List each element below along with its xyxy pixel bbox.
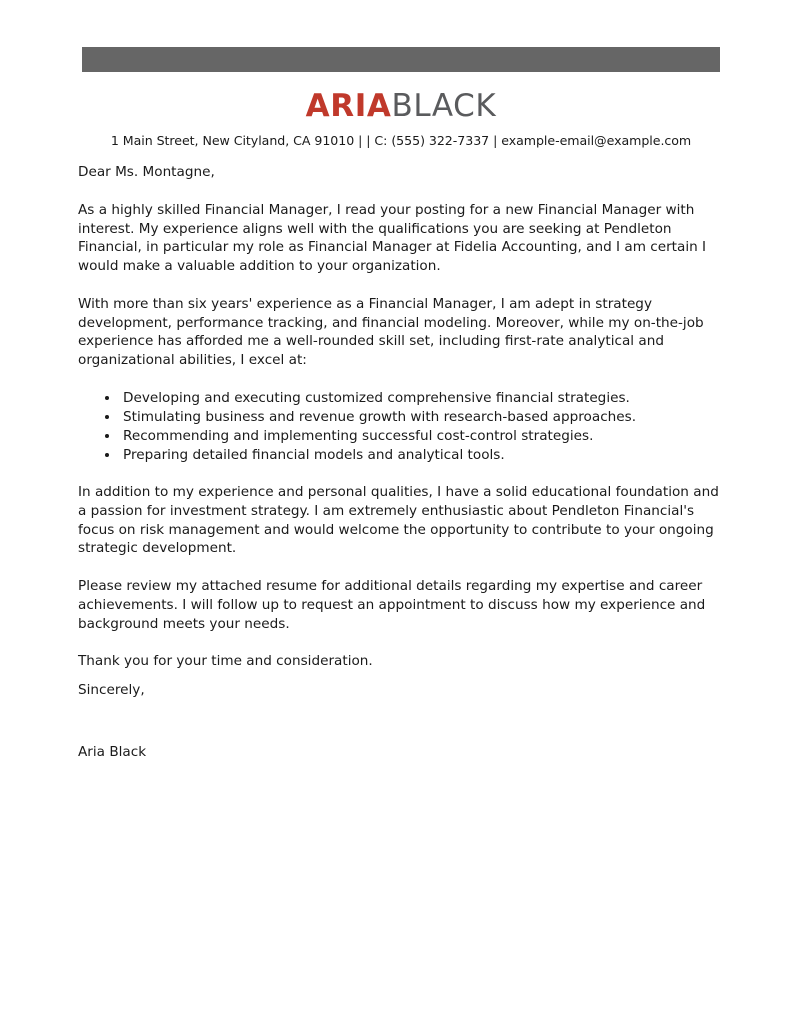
first-name: ARIA	[305, 88, 392, 124]
last-name: BLACK	[391, 88, 497, 124]
paragraph-1: As a highly skilled Financial Manager, I read your posting for a new Financial Manager with interest. My experience aligns well with the qualifications you are seeking at Pendleton Financial, in particular my role as Financial Manager at Fidelia Accounting, and I am certain I would make a valuable addition to your organization.	[78, 201, 707, 274]
contact-info-line: 1 Main Street, New Cityland, CA 91010 | | C: (555) 322-7337 | example-email@example.com	[110, 133, 692, 148]
letter-body	[78, 163, 722, 762]
closing-thanks: Thank you for your time and consideration.	[78, 653, 373, 670]
list-item: Developing and executing customized comprehensive financial strategies.	[105, 389, 722, 407]
list-item: Recommending and implementing successful cost-control strategies.	[105, 427, 722, 445]
header-accent-bar	[82, 47, 720, 72]
paragraph-3: In addition to my experience and personal qualities, I have a solid educational foundation and a passion for investment strategy. I am extremely enthusiastic about Pendleton Financial's focus on risk management and would welcome the opportunity to contribute to your ongoing strategic development.	[78, 484, 719, 557]
salutation: Dear Ms. Montagne,	[78, 164, 215, 180]
list-item: Preparing detailed financial models and analytical tools.	[105, 446, 722, 464]
signature-name: Aria Black	[78, 743, 147, 760]
paragraph-4: Please review my attached resume for additional details regarding my expertise and career achievements. I will follow up to request an appointment to discuss how my experience and background meets your needs.	[78, 578, 706, 632]
paragraph-2: With more than six years' experience as a Financial Manager, I am adept in strategy development, performance tracking, and financial modeling. Moreover, while my on-the-job experience has afforded me a well-rounded skill set, including first-rate analytical and organizational abilities, I excel at:	[78, 295, 704, 368]
list-item: Stimulating business and revenue growth with research-based approaches.	[105, 408, 722, 426]
page-title	[82, 90, 720, 123]
sign-off: Sincerely,	[78, 682, 145, 699]
qualifications-list	[78, 389, 722, 464]
